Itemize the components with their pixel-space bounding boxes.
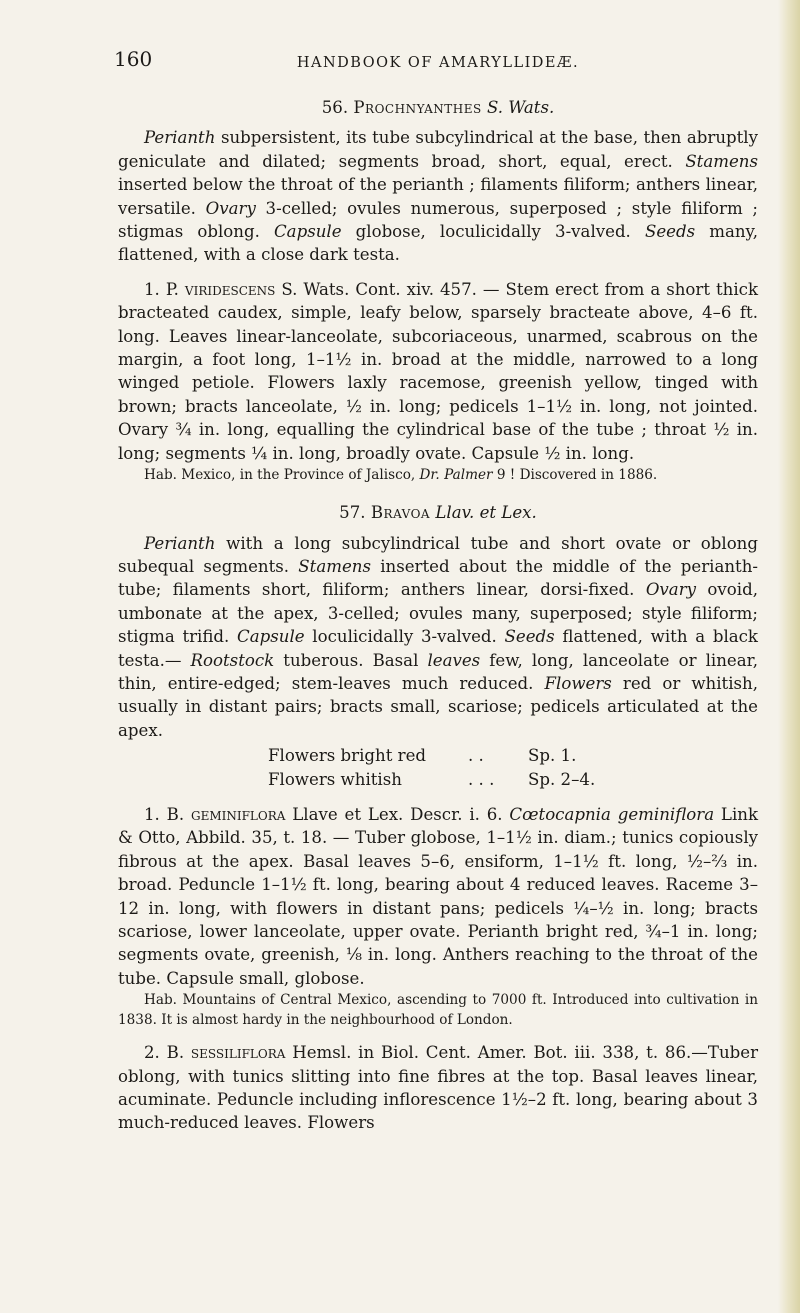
key-label: Flowers whitish <box>268 769 402 789</box>
key-ref: Sp. 2–4. <box>528 769 596 789</box>
key-label: Flowers bright red <box>268 746 427 766</box>
italic-term: leaves <box>427 650 481 670</box>
genus-description: Perianth with a long subcylindrical tube and short ovate or oblong subequal segments. Stamens inserted about the middle of the perianth-tube; filaments short, filiform; anthers linear, dorsi-fixed. Ovary ovoid, umbonate at the apex, 3-celled; ovules many, superposed; style filiform; stigma trifid. Capsule loculicidally 3-valved. Seeds flattened, with a black testa.— Rootstock tuberous. Basal leaves few, long, lanceolate or linear, thin, entire-edged; stem-leaves much reduced. Flowers red or whitish, usually in distant pairs; bracts small, scariose; pedicels articulated at the apex. <box>118 533 758 740</box>
genus-heading-prochnyanthes <box>118 96 758 119</box>
italic-term: Seeds <box>504 627 555 647</box>
species-epithet: viridescens <box>184 279 276 299</box>
italic-term: Cœtocapnia geminiflora <box>509 804 715 824</box>
italic-term: Flowers <box>544 673 612 693</box>
genus-authority: S. Wats. <box>486 98 555 117</box>
italic-term: Capsule <box>237 627 305 647</box>
italic-term: Capsule <box>273 222 342 242</box>
species-epithet: sessiliflora <box>190 1043 286 1063</box>
species-entry <box>118 1041 758 1135</box>
key-row <box>268 744 758 767</box>
genus-number: 56. <box>321 98 349 117</box>
key-dots: . . <box>468 746 484 766</box>
key-row <box>268 768 758 791</box>
genus-authority: Llav. et Lex. <box>435 503 537 523</box>
running-title: HANDBOOK OF AMARYLLIDEÆ. <box>296 55 580 71</box>
page-edge-shadow <box>778 0 800 1313</box>
italic-term: Perianth <box>144 533 216 553</box>
species-number: 1. B. <box>144 804 185 824</box>
species-number: 1. P. <box>144 279 179 299</box>
italic-term: Rootstock <box>190 650 275 670</box>
running-head <box>114 46 758 80</box>
species-text: S. Wats. Cont. xiv. 457. — Stem erect from a short thick bracteated caudex, simple, leafy below, sparsely bracteate above, 4–6 ft. long. Leaves linear-lanceolate, subcoriaceous, unarmed, scabrous on the margin, a foot long, 1–1½ in. broad at the middle, narrowed to a long winged petiole. Flowers laxly racemose, greenish yellow, tinged with brown; bracts lanceolate, ½ in. long; pedicels 1–1½ in. long, not jointed. Ovary ¾ in. long, equalling the cylindrical base of the tube ; throat ½ in. long; segments ¼ in. long, broadly ovate. Capsule ½ in. long. <box>118 279 759 463</box>
italic-term: Stamens <box>685 151 758 171</box>
italic-term: Dr. Palmer <box>419 467 493 484</box>
genus-description: Perianth subpersistent, its tube subcylindrical at the base, then abruptly geniculate and dilated; segments broad, short, equal, erect. Stamens inserted below the throat of the perianth ; filaments filiform; anthers linear, versatile. Ovary 3-celled; ovules numerous, superposed ; style filiform ; stigmas oblong. Capsule globose, loculicidally 3-valved. Seeds many, flattened, with a close dark testa. <box>118 128 758 265</box>
key-ref: Sp. 1. <box>528 746 577 766</box>
species-key <box>268 744 758 791</box>
key-dots: . . . <box>468 769 495 789</box>
genus-number: 57. <box>339 503 366 523</box>
genus-heading-bravoa <box>118 501 758 524</box>
habitat-note: Hab. Mexico, in the Province of Jalisco, Dr. Palmer 9 ! Discovered in 1886. <box>144 467 658 484</box>
italic-term: Ovary <box>205 198 256 218</box>
species-text: Llave et Lex. Descr. i. 6. Cœtocapnia geminiflora Link & Otto, Abbild. 35, t. 18. — Tuber globose, 1–1½ in. diam.; tunics copiously fibrous at the apex. Basal leaves 5–6, ensiform, 1–1½ ft. long, ½–⅔ in. broad. Peduncle 1–1½ ft. long, bearing about 4 reduced leaves. Raceme 3–12 in. long, with flowers in distant pans; pedicels ¼–½ in. long; bracts scariose, lower lanceolate, upper ovate. Perianth bright red, ¾–1 in. long; segments ovate, greenish, ⅛ in. long. Anthers reaching to the throat of the tube. Capsule small, globose. <box>118 804 759 988</box>
genus-name: Bravoa <box>370 503 431 523</box>
page-number: 160 <box>114 47 153 71</box>
italic-term: Perianth <box>144 128 216 148</box>
italic-term: Stamens <box>298 556 371 576</box>
habitat-note: Hab. Mountains of Central Mexico, ascending to 7000 ft. Introduced into cultivation in 1838. It is almost hardy in the neighbourhood of London. <box>118 992 758 1029</box>
italic-term: Seeds <box>644 222 696 242</box>
species-entry <box>118 278 758 465</box>
genus-name: Prochnyanthes <box>353 98 482 117</box>
species-number: 2. B. <box>144 1043 185 1063</box>
species-entry <box>118 803 758 990</box>
species-text: Hemsl. in Biol. Cent. Amer. Bot. iii. 338, t. 86.—Tuber oblong, with tunics slitting into fine fibres at the top. Basal leaves linear, acuminate. Peduncle including inflorescence 1½–2 ft. long, bearing about 3 much-reduced leaves. Flowers <box>118 1043 759 1133</box>
species-epithet: geminiflora <box>190 804 286 824</box>
book-page <box>114 46 759 1135</box>
italic-term: Ovary <box>645 580 697 600</box>
